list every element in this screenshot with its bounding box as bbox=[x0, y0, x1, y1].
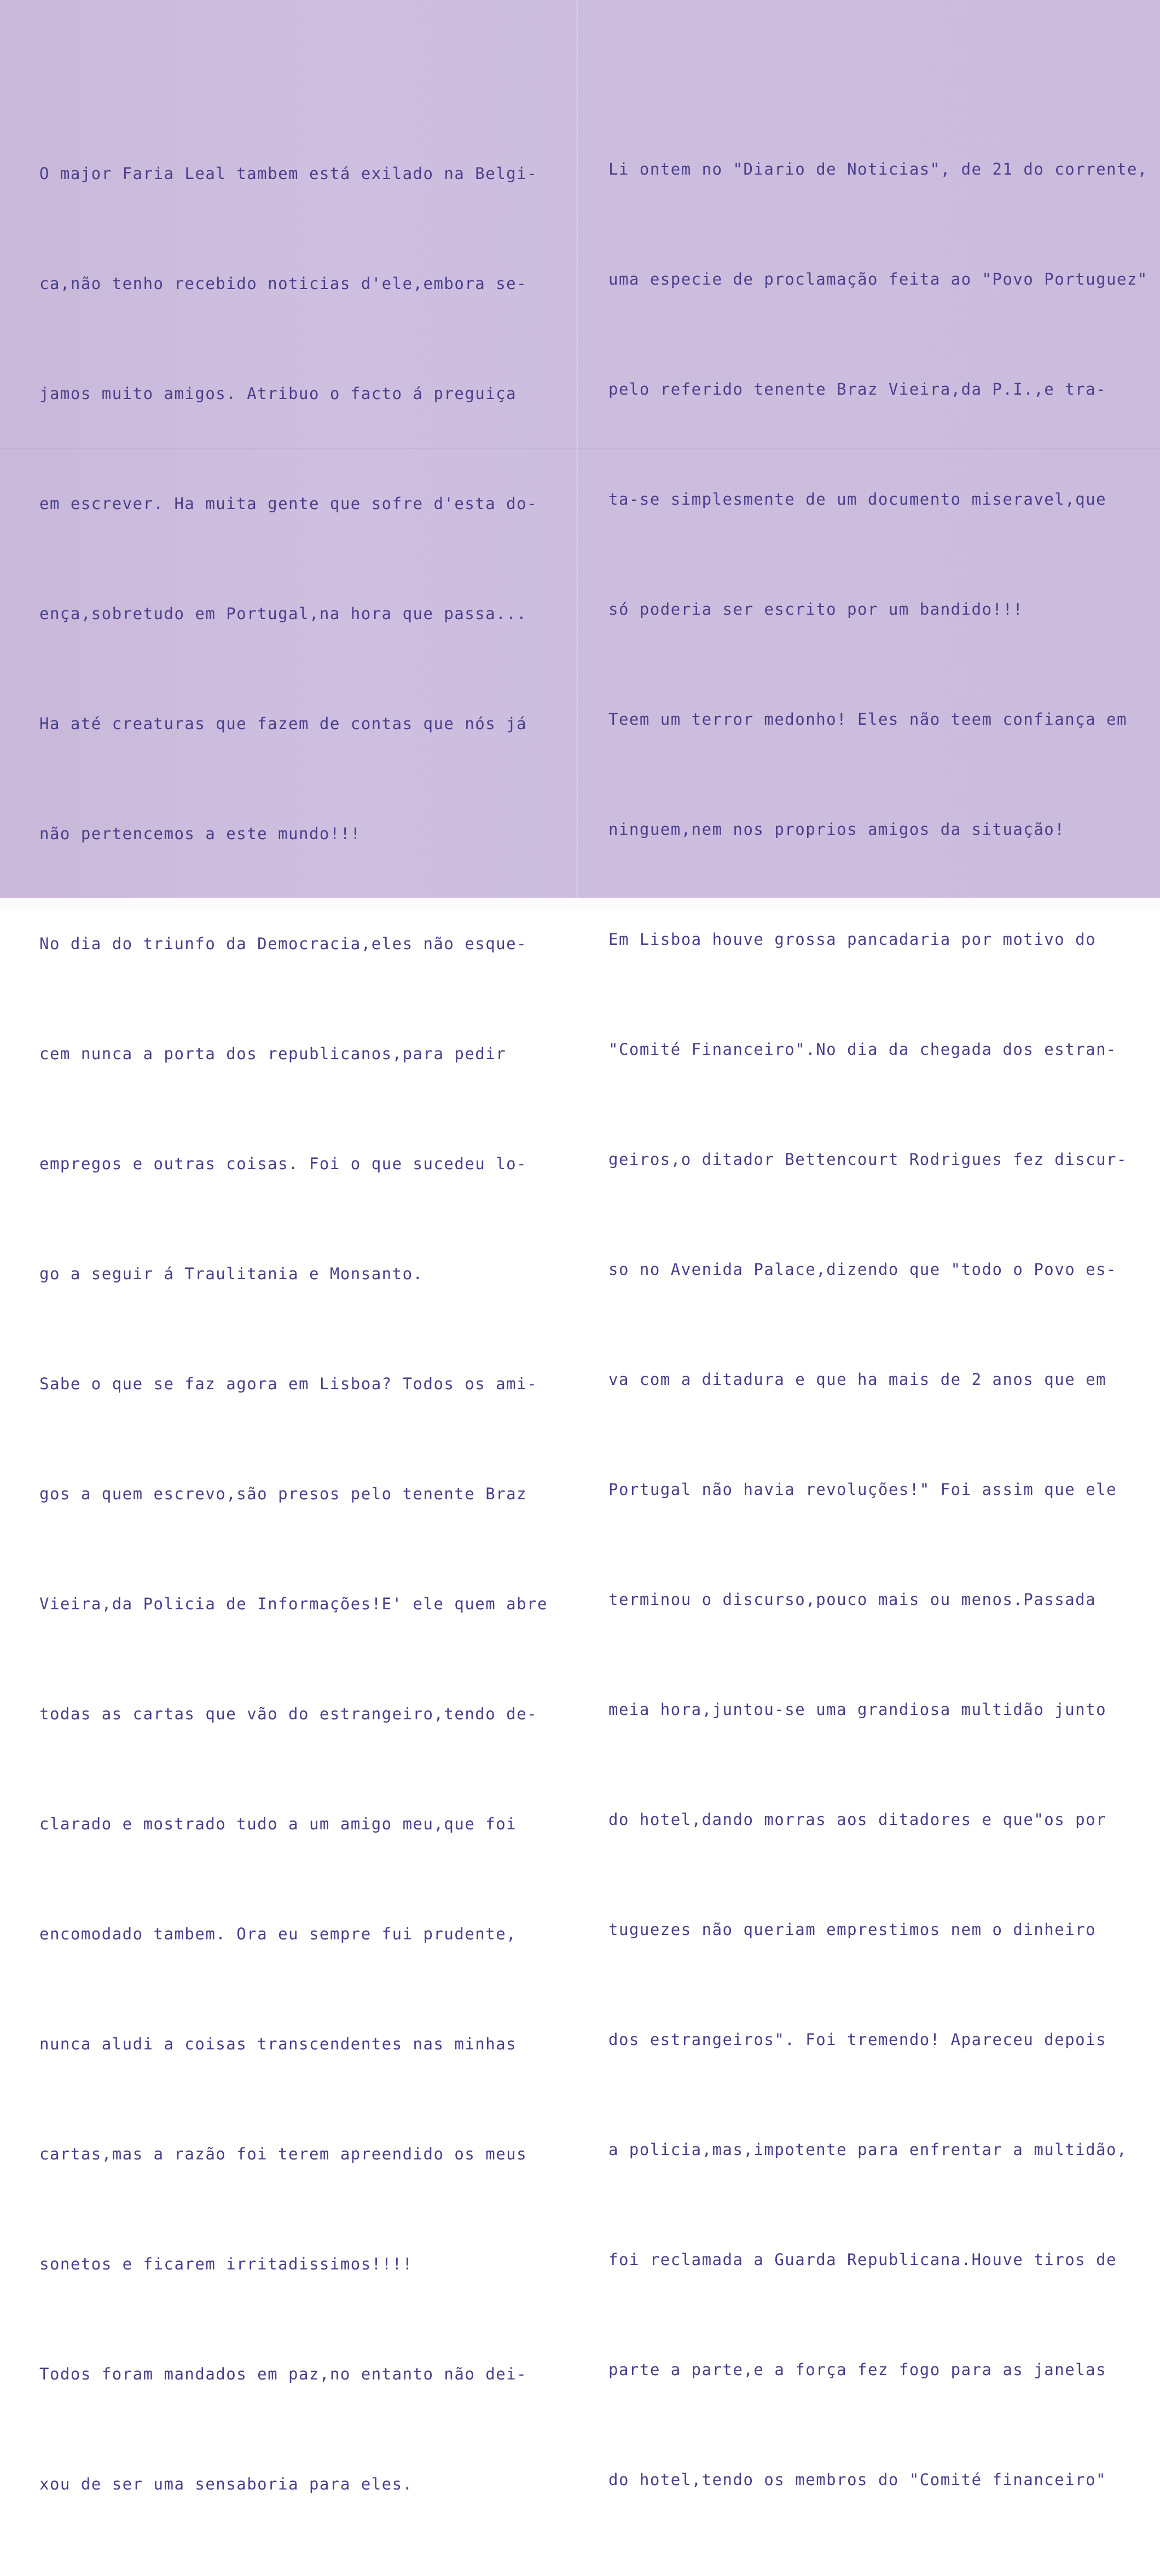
text-line: so no Avenida Palace,dizendo que "todo o Povo es- bbox=[608, 1260, 1117, 1279]
text-line: va com a ditadura e que ha mais de 2 anos que em bbox=[608, 1370, 1107, 1389]
text-line: jamos muito amigos. Atribuo o facto á preguiça bbox=[39, 384, 517, 403]
text-line: nunca aludi a coisas transcendentes nas minhas bbox=[39, 2035, 517, 2053]
scan-margin bbox=[0, 898, 1160, 911]
text-line: a policia,mas,impotente para enfrentar a multidão, bbox=[608, 2140, 1127, 2159]
text-line: cartas,mas a razão foi terem apreendido os meus bbox=[39, 2145, 527, 2163]
text-line: xou de ser uma sensaboria para eles. bbox=[39, 2475, 413, 2493]
text-line: Teem um terror medonho! Eles não teem confiança em bbox=[608, 710, 1127, 729]
text-line: geiros,o ditador Bettencourt Rodrigues fez discur- bbox=[608, 1150, 1127, 1169]
text-line: Em Lisboa houve grossa pancadaria por motivo do bbox=[608, 930, 1097, 949]
text-line: todas as cartas que vão do estrangeiro,tendo de- bbox=[39, 1705, 538, 1723]
text-line: ninguem,nem nos proprios amigos da situação! bbox=[608, 820, 1065, 839]
text-line: cem nunca a porta dos republicanos,para pedir bbox=[39, 1044, 507, 1063]
text-line: ca,não tenho recebido noticias d'ele,embora se- bbox=[39, 274, 527, 293]
text-line: ença,sobretudo em Portugal,na hora que passa... bbox=[39, 604, 527, 623]
text-line: do hotel,tendo os membros do "Comité financeiro" bbox=[608, 2470, 1107, 2489]
text-line: dos estrangeiros". Foi tremendo! Apareceu depois bbox=[608, 2030, 1107, 2049]
text-line: pelo referido tenente Braz Vieira,da P.I.,e tra- bbox=[608, 380, 1107, 398]
text-line: go a seguir á Traulitania e Monsanto. bbox=[39, 1264, 424, 1283]
text-line: encomodado tambem. Ora eu sempre fui prudente, bbox=[39, 1925, 517, 1943]
text-line: "Comité Financeiro".No dia da chegada dos estran- bbox=[608, 1040, 1117, 1059]
text-line: sonetos e ficarem irritadissimos!!!! bbox=[39, 2255, 413, 2273]
text-line: No dia do triunfo da Democracia,eles não esque- bbox=[39, 934, 527, 953]
text-line: Li ontem no "Diario de Noticias", de 21 do corrente, bbox=[608, 160, 1148, 178]
text-line: não pertencemos a este mundo!!! bbox=[39, 824, 361, 843]
text-line: em escrever. Ha muita gente que sofre d'esta do- bbox=[39, 494, 538, 513]
text-line: meia hora,juntou-se uma grandiosa multidão junto bbox=[608, 1700, 1107, 1719]
text-line: uma especie de proclamação feita ao "Povo Portuguez" bbox=[608, 270, 1148, 288]
left-column-text bbox=[39, 82, 576, 2576]
text-line: ta-se simplesmente de um documento miseravel,que bbox=[608, 490, 1107, 509]
text-line: só poderia ser escrito por um bandido!!! bbox=[608, 600, 1024, 619]
text-line: empregos e outras coisas. Foi o que sucedeu lo- bbox=[39, 1154, 527, 1173]
text-line: Ha até creaturas que fazem de contas que nós já bbox=[39, 714, 527, 733]
text-line: gos a quem escrevo,são presos pelo tenente Braz bbox=[39, 1485, 527, 1503]
text-line: do hotel,dando morras aos ditadores e que"os por bbox=[608, 1810, 1107, 1829]
text-line: Portugal não havia revoluções!" Foi assim que ele bbox=[608, 1480, 1117, 1499]
text-line: Todos foram mandados em paz,no entanto não dei- bbox=[39, 2365, 527, 2383]
text-line: O major Faria Leal tambem está exilado na Belgi- bbox=[39, 164, 538, 183]
text-line: terminou o discurso,pouco mais ou menos.Passada bbox=[608, 1590, 1097, 1609]
text-line: Vieira,da Policia de Informações!E' ele quem abre bbox=[39, 1595, 548, 1613]
text-line: foi reclamada a Guarda Republicana.Houve tiros de bbox=[608, 2250, 1117, 2269]
text-line: parte a parte,e a força fez fogo para as janelas bbox=[608, 2360, 1107, 2379]
text-line: tuguezes não queriam emprestimos nem o dinheiro bbox=[608, 1920, 1097, 1939]
text-line: clarado e mostrado tudo a um amigo meu,que foi bbox=[39, 1815, 517, 1833]
right-column-text bbox=[608, 78, 1158, 2572]
text-line: Sabe o que se faz agora em Lisboa? Todos os ami- bbox=[39, 1374, 538, 1393]
